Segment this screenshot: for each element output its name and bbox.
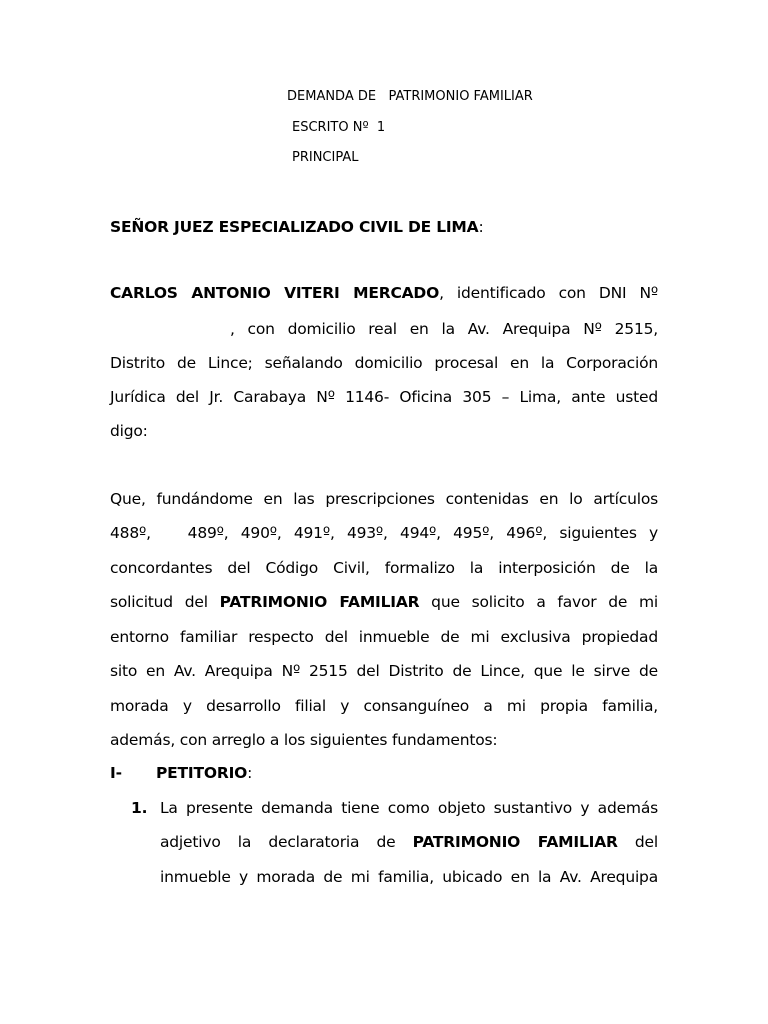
section-title-wrap: PETITORIO:: [156, 764, 253, 782]
addressee-colon: :: [478, 218, 484, 236]
header-title: DEMANDA DE PATRIMONIO FAMILIAR: [287, 89, 533, 104]
body-line-5: entorno familiar respecto del inmueble de mi exclusiva propiedad: [110, 628, 658, 646]
body-line-4: solicitud del PATRIMONIO FAMILIAR que solicito a favor de mi: [110, 593, 658, 611]
item-line-2: adjetivo la declaratoria de PATRIMONIO FAMILIAR del: [160, 833, 658, 851]
item-number: 1.: [131, 799, 148, 817]
body-line-7: morada y desarrollo filial y consanguíneo a mi propia familia,: [110, 697, 658, 715]
intro-line-1: CARLOS ANTONIO VITERI MERCADO, identificado con DNI Nº: [110, 284, 658, 302]
body-line-2: 488º, 489º, 490º, 491º, 493º, 494º, 495º, 496º, siguientes y: [110, 524, 658, 542]
plaintiff-name: CARLOS ANTONIO VITERI MERCADO: [110, 284, 440, 302]
header-principal: PRINCIPAL: [292, 150, 359, 165]
body-line-1: Que, fundándome en las prescripciones contenidas en lo artículos: [110, 490, 658, 508]
intro-line-4: Jurídica del Jr. Carabaya Nº 1146- Oficina 305 – Lima, ante usted: [110, 388, 658, 406]
section-number: I-: [110, 764, 122, 782]
header-escrito: ESCRITO Nº 1: [292, 120, 386, 135]
section-title: PETITORIO: [156, 764, 248, 782]
intro-line-2: , con domicilio real en la Av. Arequipa Nº 2515,: [230, 320, 658, 338]
item-line-1: La presente demanda tiene como objeto sustantivo y además: [160, 799, 658, 817]
addressee-text: SEÑOR JUEZ ESPECIALIZADO CIVIL DE LIMA: [110, 218, 479, 236]
intro-line-3: Distrito de Lince; señalando domicilio procesal en la Corporación: [110, 354, 658, 372]
body-line-3: concordantes del Código Civil, formalizo la interposición de la: [110, 559, 658, 577]
item-line-3: inmueble y morada de mi familia, ubicado en la Av. Arequipa: [160, 868, 658, 886]
section-heading: [110, 764, 122, 782]
intro-line-5: digo:: [110, 422, 148, 440]
body-line-6: sito en Av. Arequipa Nº 2515 del Distrito de Lince, que le sirve de: [110, 662, 658, 680]
body-line-8: además, con arreglo a los siguientes fundamentos:: [110, 731, 498, 749]
addressee: [110, 218, 484, 236]
patrimonio-familiar-bold-2: PATRIMONIO FAMILIAR: [412, 833, 618, 851]
patrimonio-familiar-bold: PATRIMONIO FAMILIAR: [219, 593, 420, 611]
